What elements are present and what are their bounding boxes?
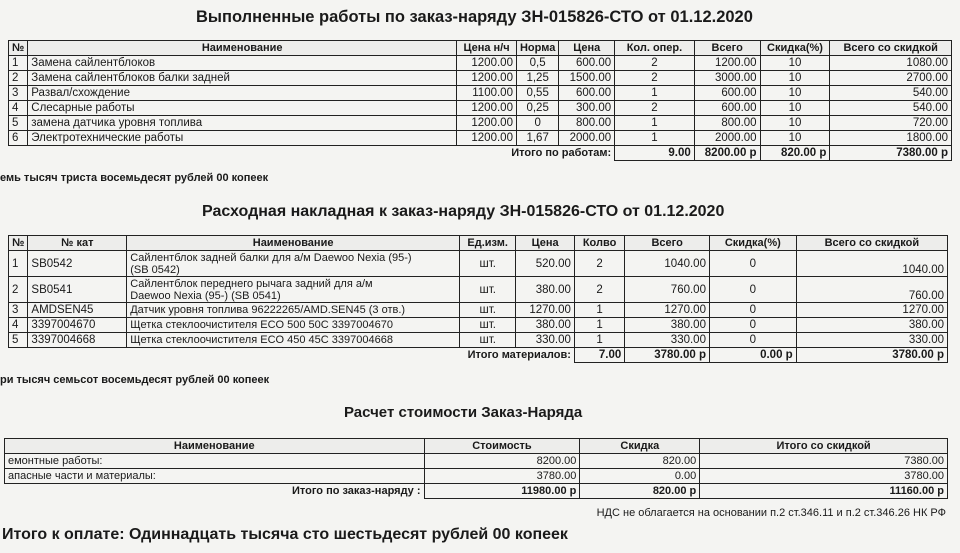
table-row [9, 333, 948, 348]
table-row [9, 251, 948, 277]
cell-qty: 2 [574, 277, 624, 303]
materials-total-label: Итого материалов: [467, 349, 571, 362]
cell-work-name: замена датчика уровня топлива [28, 116, 457, 131]
cell-total: 3000.00 [694, 71, 760, 86]
cell-unit: шт. [459, 277, 515, 303]
cell-total-with-discount: 540.00 [830, 101, 952, 116]
col-ops: Кол. опер. [615, 41, 695, 56]
cell-price: 300.00 [559, 101, 615, 116]
cell-discount: 0 [709, 277, 796, 303]
cell-ops: 1 [615, 86, 695, 101]
cell-total: 1200.00 [694, 56, 760, 71]
summary-total-label: Итого по заказ-наряду : [291, 485, 421, 498]
cell-ops: 2 [615, 71, 695, 86]
table-row [5, 454, 948, 469]
works-title: Выполненные работы по заказ-наряду ЗН-015826-СТО от 01.12.2020 [196, 8, 753, 26]
payment-line [2, 526, 568, 544]
summary-total-cost: 11980.00 р [424, 484, 580, 499]
cell-work-name: Замена сайлентблоков балки задней [28, 71, 457, 86]
cell-qty: 1 [574, 303, 624, 318]
cell-ops: 2 [615, 101, 695, 116]
col-num: № [9, 236, 28, 251]
item-name-line-1: Датчик уровня топлива 96222265/AMD.SEN45 (3 отв.) [130, 304, 406, 316]
materials-title: Расходная накладная к заказ-наряду ЗН-015826-СТО от 01.12.2020 [202, 203, 725, 220]
materials-header-row [9, 236, 948, 251]
cell-cost: 3780.00 [424, 469, 580, 484]
col-name: Наименование [127, 236, 460, 251]
cell-price: 1270.00 [516, 303, 574, 318]
col-num: № [9, 41, 28, 56]
col-qty: Колво [574, 236, 624, 251]
payment-label: Итого к оплате: [2, 526, 125, 543]
cell-total-with-discount: 760.00 [796, 277, 947, 303]
col-total-discount: Всего со скидкой [796, 236, 947, 251]
cell-price: 800.00 [559, 116, 615, 131]
cell-total-with-discount: 1800.00 [830, 131, 952, 146]
col-discount: Скидка(%) [709, 236, 796, 251]
cell-item-name [127, 251, 460, 277]
cell-discount: 0 [709, 318, 796, 333]
cell-item-name [127, 277, 460, 303]
cell-ops: 1 [615, 116, 695, 131]
cell-discount: 0.00 [580, 469, 700, 484]
cell-qty: 1 [574, 318, 624, 333]
cell-norm: 0,5 [516, 56, 558, 71]
col-cost: Стоимость [424, 439, 580, 454]
works-total-sum: 8200.00 р [694, 146, 760, 161]
cell-total: 2000.00 [694, 131, 760, 146]
cell-qty: 1 [574, 333, 624, 348]
cell-name: апасные части и материалы: [5, 469, 425, 484]
cell-total: 800.00 [694, 116, 760, 131]
cell-catalog: AMDSEN45 [28, 303, 127, 318]
cell-total-with-discount: 540.00 [830, 86, 952, 101]
cell-row-num: 1 [9, 251, 28, 277]
col-name: Наименование [5, 439, 425, 454]
cell-unit: шт. [459, 333, 515, 348]
cell-discount: 0 [709, 333, 796, 348]
table-row [9, 86, 952, 101]
cell-catalog: SB0542 [28, 251, 127, 277]
cell-catalog: 3397004670 [28, 318, 127, 333]
col-price: Цена [516, 236, 574, 251]
materials-total-discount: 0.00 р [709, 348, 796, 363]
col-total: Всего [694, 41, 760, 56]
cell-row-num: 4 [9, 101, 28, 116]
cell-norm: 0,25 [516, 101, 558, 116]
vat-note: НДС не облагается на основании п.2 ст.346.11 и п.2 ст.346.26 НК РФ [596, 507, 946, 519]
table-row [9, 277, 948, 303]
col-rate: Цена н/ч [457, 41, 517, 56]
cell-unit: шт. [459, 303, 515, 318]
summary-header-row [5, 439, 948, 454]
table-row [5, 469, 948, 484]
cell-rate: 1200.00 [457, 101, 517, 116]
cell-total-with-discount: 380.00 [796, 318, 947, 333]
col-total-discount: Итого со скидкой [700, 439, 948, 454]
cell-row-num: 1 [9, 56, 28, 71]
summary-title: Расчет стоимости Заказ-Наряда [344, 404, 583, 421]
cell-work-name: Электротехнические работы [28, 131, 457, 146]
cell-discount: 10 [760, 101, 830, 116]
table-row [9, 56, 952, 71]
col-total-discount: Всего со скидкой [830, 41, 952, 56]
item-name-line-1: Щетка стеклоочистителя ECO 450 45C 3397004668 [130, 334, 393, 346]
cell-qty: 2 [574, 251, 624, 277]
works-total-qty: 9.00 [615, 146, 695, 161]
summary-total-row [5, 484, 948, 499]
cell-total: 600.00 [694, 86, 760, 101]
cell-row-num: 4 [9, 318, 28, 333]
materials-amount-in-words: ри тысяч семьсот восемьдесят рублей 00 копеек [0, 374, 270, 386]
cell-row-num: 3 [9, 303, 28, 318]
summary-table [4, 438, 948, 499]
cell-row-num: 6 [9, 131, 28, 146]
cell-total: 760.00 [625, 277, 710, 303]
col-discount: Скидка [580, 439, 700, 454]
cell-unit: шт. [459, 318, 515, 333]
works-total-with-discount: 7380.00 р [830, 146, 952, 161]
cell-rate: 1100.00 [457, 86, 517, 101]
cell-norm: 1,25 [516, 71, 558, 86]
table-row [9, 71, 952, 86]
cell-discount: 0 [709, 251, 796, 277]
cell-total: 330.00 [625, 333, 710, 348]
cell-ops: 1 [615, 131, 695, 146]
cell-item-name [127, 318, 460, 333]
summary-total-with-discount: 11160.00 р [700, 484, 948, 499]
materials-total-qty: 7.00 [574, 348, 624, 363]
item-name-line-1: Сайлентблок переднего рычага задний для а/м [130, 277, 373, 290]
cell-row-num: 5 [9, 116, 28, 131]
cell-discount: 10 [760, 86, 830, 101]
cell-price: 600.00 [559, 86, 615, 101]
cell-row-num: 3 [9, 86, 28, 101]
col-price: Цена [559, 41, 615, 56]
table-row [9, 101, 952, 116]
cell-price: 520.00 [516, 251, 574, 277]
cell-row-num: 2 [9, 277, 28, 303]
cell-total: 600.00 [694, 101, 760, 116]
cell-price: 2000.00 [559, 131, 615, 146]
cell-unit: шт. [459, 251, 515, 277]
cell-discount: 0 [709, 303, 796, 318]
works-table [8, 40, 952, 161]
cell-price: 380.00 [516, 318, 574, 333]
cell-price: 330.00 [516, 333, 574, 348]
cell-total-with-discount: 1080.00 [830, 56, 952, 71]
col-norm: Норма [516, 41, 558, 56]
cell-discount: 10 [760, 116, 830, 131]
cell-total-with-discount: 2700.00 [830, 71, 952, 86]
item-name-line-1: Сайлентблок задней балки для а/м Daewoo Nexia (95-) [130, 251, 412, 264]
cell-work-name: Развал/схождение [28, 86, 457, 101]
cell-rate: 1200.00 [457, 131, 517, 146]
cell-total: 1270.00 [625, 303, 710, 318]
item-name-line-2: (SB 0542) [130, 263, 180, 276]
col-name: Наименование [28, 41, 457, 56]
cell-discount: 10 [760, 131, 830, 146]
item-name-line-1: Щетка стеклоочистителя ECO 500 50C 3397004670 [130, 319, 393, 331]
cell-catalog: SB0541 [28, 277, 127, 303]
cell-rate: 1200.00 [457, 116, 517, 131]
cell-norm: 0 [516, 116, 558, 131]
works-total-row [9, 146, 952, 161]
col-discount: Скидка(%) [760, 41, 830, 56]
cell-cost: 8200.00 [424, 454, 580, 469]
col-unit: Ед.изм. [459, 236, 515, 251]
cell-rate: 1200.00 [457, 71, 517, 86]
cell-discount: 820.00 [580, 454, 700, 469]
cell-catalog: 3397004668 [28, 333, 127, 348]
cell-norm: 0,55 [516, 86, 558, 101]
cell-price: 1500.00 [559, 71, 615, 86]
cell-total-with-discount: 1040.00 [796, 251, 947, 277]
table-row [9, 318, 948, 333]
cell-item-name [127, 303, 460, 318]
table-row [9, 131, 952, 146]
materials-table [8, 235, 948, 363]
cell-total-with-discount: 7380.00 [700, 454, 948, 469]
cell-norm: 1,67 [516, 131, 558, 146]
cell-total: 380.00 [625, 318, 710, 333]
table-row [9, 303, 948, 318]
summary-total-discount: 820.00 р [580, 484, 700, 499]
cell-work-name: Слесарные работы [28, 101, 457, 116]
cell-row-num: 5 [9, 333, 28, 348]
cell-total-with-discount: 1270.00 [796, 303, 947, 318]
col-catalog: № кат [28, 236, 127, 251]
materials-total-sum: 3780.00 р [625, 348, 710, 363]
materials-total-with-discount: 3780.00 р [796, 348, 947, 363]
item-name-line-2: Daewoo Nexia (95-) (SB 0541) [130, 289, 281, 302]
cell-discount: 10 [760, 56, 830, 71]
cell-price: 600.00 [559, 56, 615, 71]
cell-item-name [127, 333, 460, 348]
cell-row-num: 2 [9, 71, 28, 86]
works-header-row [9, 41, 952, 56]
table-row [9, 116, 952, 131]
cell-ops: 2 [615, 56, 695, 71]
materials-total-row [9, 348, 948, 363]
cell-total-with-discount: 330.00 [796, 333, 947, 348]
cell-total-with-discount: 3780.00 [700, 469, 948, 484]
col-total: Всего [625, 236, 710, 251]
payment-amount-in-words: Одиннадцать тысяча сто шестьдесят рублей 00 копеек [129, 526, 568, 543]
cell-discount: 10 [760, 71, 830, 86]
cell-rate: 1200.00 [457, 56, 517, 71]
cell-total-with-discount: 720.00 [830, 116, 952, 131]
cell-total: 1040.00 [625, 251, 710, 277]
cell-work-name: Замена сайлентблоков [28, 56, 457, 71]
cell-name: емонтные работы: [5, 454, 425, 469]
works-amount-in-words: емь тысяч триста восемьдесят рублей 00 копеек [0, 172, 269, 184]
works-total-label: Итого по работам: [511, 147, 612, 160]
cell-price: 380.00 [516, 277, 574, 303]
works-total-discount: 820.00 р [760, 146, 830, 161]
